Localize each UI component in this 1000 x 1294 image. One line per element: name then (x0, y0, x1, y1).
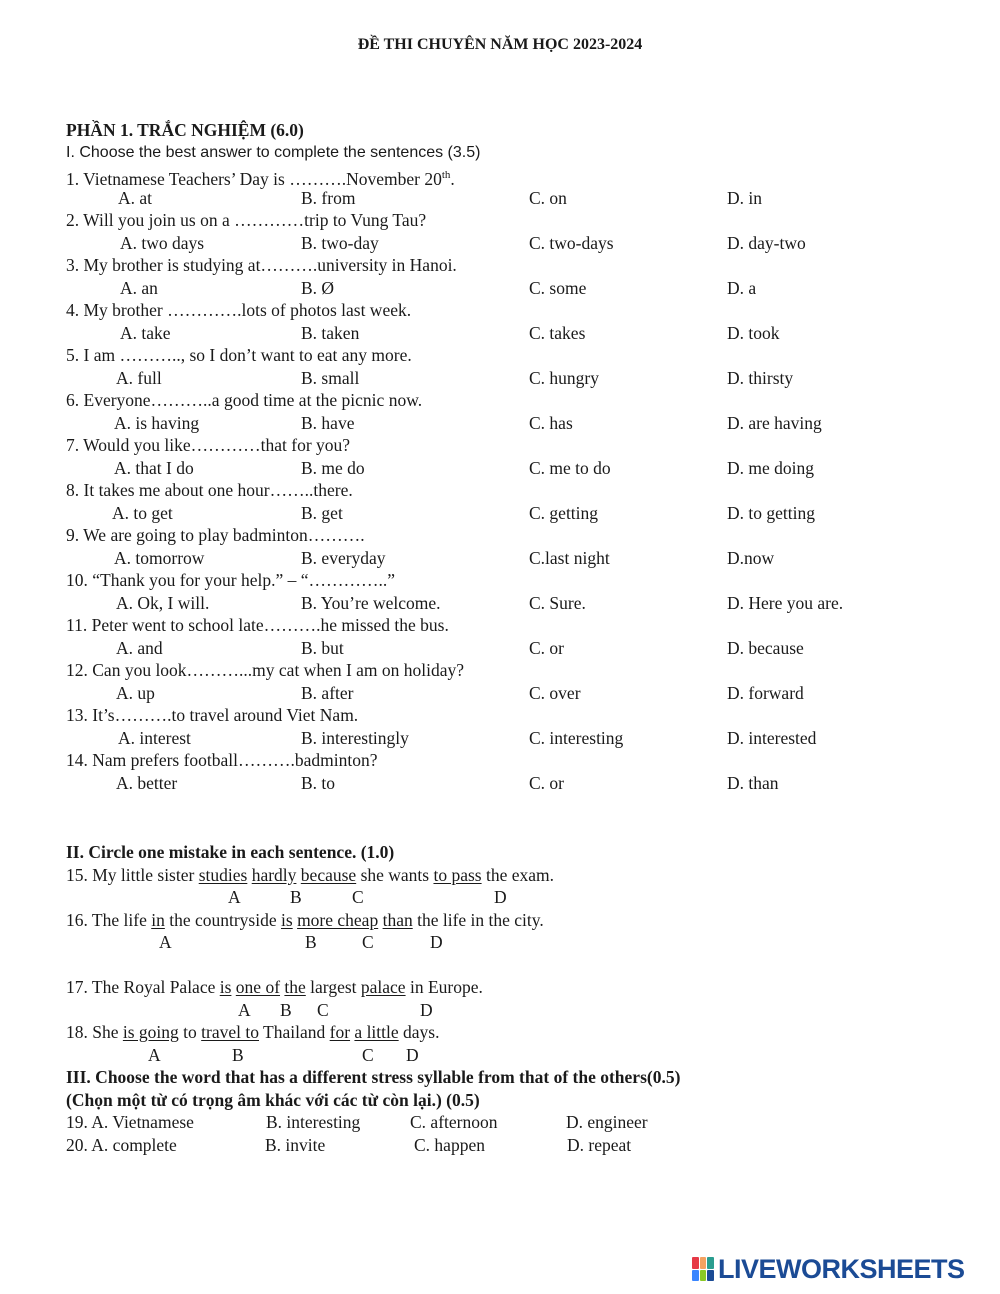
q1-option-c[interactable]: C. on (529, 187, 567, 208)
q5-option-d[interactable]: D. thirsty (727, 367, 794, 388)
q9-text: 9. We are going to play badminton………. (66, 525, 365, 545)
q20-option-c[interactable]: C. happen (414, 1134, 485, 1155)
q1-text: 1. Vietnamese Teachers’ Day is ……….November 20 (66, 168, 442, 189)
q2-text: 2. Will you join us on a …………trip to Vung Tau? (66, 210, 427, 230)
q7-text: 7. Would you like…………that for you? (66, 435, 351, 455)
section3-subheading: (Chọn một từ có trọng âm khác với các từ còn lại.) (0.5) (66, 1089, 480, 1110)
q15-letter-a: A (228, 887, 241, 907)
q11-text: 11. Peter went to school late……….he missed the bus. (66, 615, 449, 635)
logo-tile (692, 1270, 699, 1282)
question-14 (66, 749, 946, 772)
q7-option-a[interactable]: A. that I do (114, 457, 194, 478)
q17-option-a[interactable]: is (219, 977, 232, 997)
q9-options (66, 547, 946, 570)
q8-text: 8. It takes me about one hour……..there. (66, 480, 353, 500)
q8-options (66, 502, 946, 525)
q12-option-d[interactable]: D. forward (727, 682, 804, 703)
q4-text: 4. My brother ………….lots of photos last week. (66, 300, 412, 320)
question-10 (66, 569, 946, 592)
q20-option-a[interactable]: 20. A. complete (66, 1134, 177, 1155)
q11-option-a[interactable]: A. and (116, 637, 163, 658)
q1-option-b[interactable]: B. from (301, 187, 356, 208)
question-15: 15. My little sister studies hardly because she wants to pass the exam. (66, 864, 554, 885)
q10-text: 10. “Thank you for your help.” – “…………..” (66, 570, 396, 590)
q15-letter-d: D (494, 887, 507, 907)
q18-text: 18. She (66, 1022, 123, 1042)
q10-option-c[interactable]: C. Sure. (529, 592, 586, 613)
q17-letter-c: C (317, 999, 329, 1020)
q2-option-b[interactable]: B. two-day (301, 232, 379, 253)
q3-option-a[interactable]: A. an (120, 277, 158, 298)
question-17: 17. The Royal Palace is one of the largest palace in Europe. (66, 977, 483, 997)
q10-options (66, 592, 946, 615)
q18-option-d[interactable]: a little (354, 1022, 399, 1042)
q1-superscript: th (441, 169, 451, 181)
q6-option-c[interactable]: C. has (529, 412, 573, 433)
q3-option-c[interactable]: C. some (529, 277, 587, 298)
q12-option-a[interactable]: A. up (116, 682, 155, 703)
question-8 (66, 479, 946, 502)
logo-tile (707, 1257, 714, 1269)
q7-option-d[interactable]: D. me doing (727, 457, 815, 478)
q4-options (66, 322, 946, 345)
q1-option-d[interactable]: D. in (727, 187, 762, 208)
q12-option-b[interactable]: B. after (301, 682, 354, 703)
q16-option-b[interactable]: is (281, 909, 293, 930)
q14-option-c[interactable]: C. or (529, 772, 564, 793)
q15-option-d[interactable]: to pass (433, 864, 482, 885)
section2-heading: II. Circle one mistake in each sentence. (1.0) (66, 842, 395, 862)
question-5 (66, 344, 946, 367)
logo-tile (707, 1270, 714, 1282)
q5-option-a[interactable]: A. full (116, 367, 162, 388)
q9-option-a[interactable]: A. tomorrow (114, 547, 205, 568)
q6-option-d[interactable]: D. are having (727, 412, 822, 433)
q6-text: 6. Everyone………..a good time at the picnic now. (66, 390, 423, 410)
q17-text: 17. The Royal Palace (66, 977, 220, 997)
q18-letter-a: A (148, 1044, 161, 1065)
q15-text: 15. My little sister (66, 864, 199, 885)
section3-heading: III. Choose the word that has a different stress syllable from that of the others(0.5) (66, 1067, 681, 1087)
q1-tail: . (450, 168, 455, 189)
q14-text: 14. Nam prefers football……….badminton? (66, 750, 378, 770)
q2-options (66, 232, 946, 255)
q7-options (66, 457, 946, 480)
question-2 (66, 209, 946, 232)
q16-text: 16. The life (66, 909, 152, 930)
q17-letter-a: A (238, 999, 251, 1020)
q17-letter-d: D (420, 999, 433, 1020)
q13-option-d[interactable]: D. interested (727, 727, 817, 748)
q14-option-d[interactable]: D. than (727, 772, 779, 793)
q8-option-a[interactable]: A. to get (112, 502, 173, 523)
q9-option-d[interactable]: D.now (727, 547, 775, 568)
q15-letter-c: C (352, 887, 364, 907)
q5-options (66, 367, 946, 390)
q2-option-a[interactable]: A. two days (120, 232, 205, 253)
question-20 (66, 1134, 946, 1157)
q8-option-b[interactable]: B. get (301, 502, 343, 523)
q4-option-b[interactable]: B. taken (301, 322, 360, 343)
q12-text: 12. Can you look………...my cat when I am on holiday? (66, 660, 465, 680)
q15-letter-b: B (290, 887, 302, 907)
q3-option-b[interactable]: B. Ø (301, 277, 335, 298)
q16-option-a[interactable]: in (151, 909, 165, 930)
q18-letters (66, 1044, 946, 1067)
q11-option-b[interactable]: B. but (301, 637, 344, 658)
q14-option-b[interactable]: B. to (301, 772, 336, 793)
q13-option-c[interactable]: C. interesting (529, 727, 624, 748)
q16-letter-a: A (159, 932, 172, 952)
q10-option-d[interactable]: D. Here you are. (727, 592, 844, 613)
q15-option-b[interactable]: hardly (251, 864, 297, 885)
q1-options (66, 187, 946, 210)
part1-heading: PHẦN 1. TRẮC NGHIỆM (6.0) (66, 120, 304, 140)
q18-letter-d: D (406, 1044, 419, 1065)
q14-option-a[interactable]: A. better (116, 772, 178, 793)
q13-option-a[interactable]: A. interest (118, 727, 191, 748)
q13-options (66, 727, 946, 750)
q13-option-b[interactable]: B. interestingly (301, 727, 409, 748)
q19-option-d[interactable]: D. engineer (566, 1112, 648, 1132)
q6-option-b[interactable]: B. have (301, 412, 355, 433)
q4-option-c[interactable]: C. takes (529, 322, 586, 343)
q15-option-a[interactable]: studies (198, 864, 248, 885)
q18-option-b[interactable]: travel to (201, 1022, 259, 1042)
q4-option-d[interactable]: D. took (727, 322, 780, 343)
q9-option-b[interactable]: B. everyday (301, 547, 386, 568)
q11-option-d[interactable]: D. because (727, 637, 804, 658)
logo-text: LIVEWORKSHEETS (718, 1253, 965, 1284)
q11-option-c[interactable]: C. or (529, 637, 564, 658)
q3-option-d[interactable]: D. a (727, 277, 757, 298)
question-18: 18. She is going to travel to Thailand for a little days. (66, 1022, 440, 1042)
q20-option-b[interactable]: B. invite (265, 1134, 326, 1155)
question-4 (66, 299, 946, 322)
q16-letter-d: D (430, 932, 443, 952)
logo-tile (700, 1270, 707, 1282)
q17-option-c[interactable]: the (284, 977, 306, 997)
q18-letter-b: B (232, 1044, 244, 1065)
q18-letter-c: C (362, 1044, 374, 1065)
q2-option-d[interactable]: D. day-two (727, 232, 806, 253)
q5-option-b[interactable]: B. small (301, 367, 360, 388)
section1-heading: I. Choose the best answer to complete the sentences (3.5) (66, 143, 481, 161)
q7-option-c[interactable]: C. me to do (529, 457, 611, 478)
q8-option-c[interactable]: C. getting (529, 502, 599, 523)
question-16: 16. The life in the countryside is more cheap than the life in the city. (66, 909, 544, 930)
q17-letter-b: B (280, 999, 292, 1020)
q16-option-c[interactable]: more cheap (297, 909, 379, 930)
q5-text: 5. I am ……….., so I don’t want to eat any more. (66, 345, 412, 365)
liveworksheets-logo (692, 1254, 965, 1284)
question-12 (66, 659, 946, 682)
question-11 (66, 614, 946, 637)
q5-option-c[interactable]: C. hungry (529, 367, 599, 388)
question-19 (66, 1111, 946, 1134)
logo-mark-icon (692, 1257, 714, 1281)
question-6 (66, 389, 946, 412)
q17-letters (66, 999, 946, 1022)
q16-option-d[interactable]: than (382, 909, 413, 930)
q10-option-a[interactable]: A. Ok, I will. (116, 592, 210, 613)
q19-option-b[interactable]: B. interesting (266, 1112, 361, 1132)
q1-option-a[interactable]: A. at (118, 187, 153, 208)
question-3 (66, 254, 946, 277)
q16-letter-b: B (305, 932, 317, 952)
q17-option-d[interactable]: palace (360, 977, 406, 997)
q6-option-a[interactable]: A. is having (114, 412, 200, 433)
q11-options (66, 637, 946, 660)
page-title: ĐỀ THI CHUYÊN NĂM HỌC 2023-2024 (357, 36, 643, 53)
q13-text: 13. It’s……….to travel around Viet Nam. (66, 705, 359, 725)
q19-option-a[interactable]: 19. A. Vietnamese (66, 1112, 194, 1132)
q17-option-b[interactable]: one of (235, 977, 281, 997)
q20-option-d[interactable]: D. repeat (567, 1134, 632, 1155)
question-1 (66, 164, 946, 187)
logo-tile (700, 1257, 707, 1269)
q7-option-b[interactable]: B. me do (301, 457, 365, 478)
multiple-choice-section (66, 119, 946, 794)
q10-option-b[interactable]: B. You’re welcome. (301, 592, 441, 613)
q15-option-c[interactable]: because (300, 864, 357, 885)
q12-options (66, 682, 946, 705)
logo-tile (692, 1257, 699, 1269)
q18-option-c[interactable]: for (329, 1022, 351, 1042)
question-7 (66, 434, 946, 457)
q9-option-c[interactable]: C.last night (529, 547, 610, 568)
q18-option-a[interactable]: is going (122, 1022, 179, 1042)
question-13 (66, 704, 946, 727)
q2-option-c[interactable]: C. two-days (529, 232, 614, 253)
q16-letter-c: C (362, 932, 374, 952)
q12-option-c[interactable]: C. over (529, 682, 581, 703)
q19-option-c[interactable]: C. afternoon (410, 1112, 498, 1132)
mistake-section (66, 841, 946, 1156)
q3-text: 3. My brother is studying at……….university in Hanoi. (66, 255, 457, 275)
q14-options (66, 772, 946, 795)
question-9 (66, 524, 946, 547)
q16-letters (66, 931, 946, 954)
q3-options (66, 277, 946, 300)
q8-option-d[interactable]: D. to getting (727, 502, 815, 523)
q15-letters (66, 886, 946, 909)
q4-option-a[interactable]: A. take (120, 322, 171, 343)
q6-options (66, 412, 946, 435)
